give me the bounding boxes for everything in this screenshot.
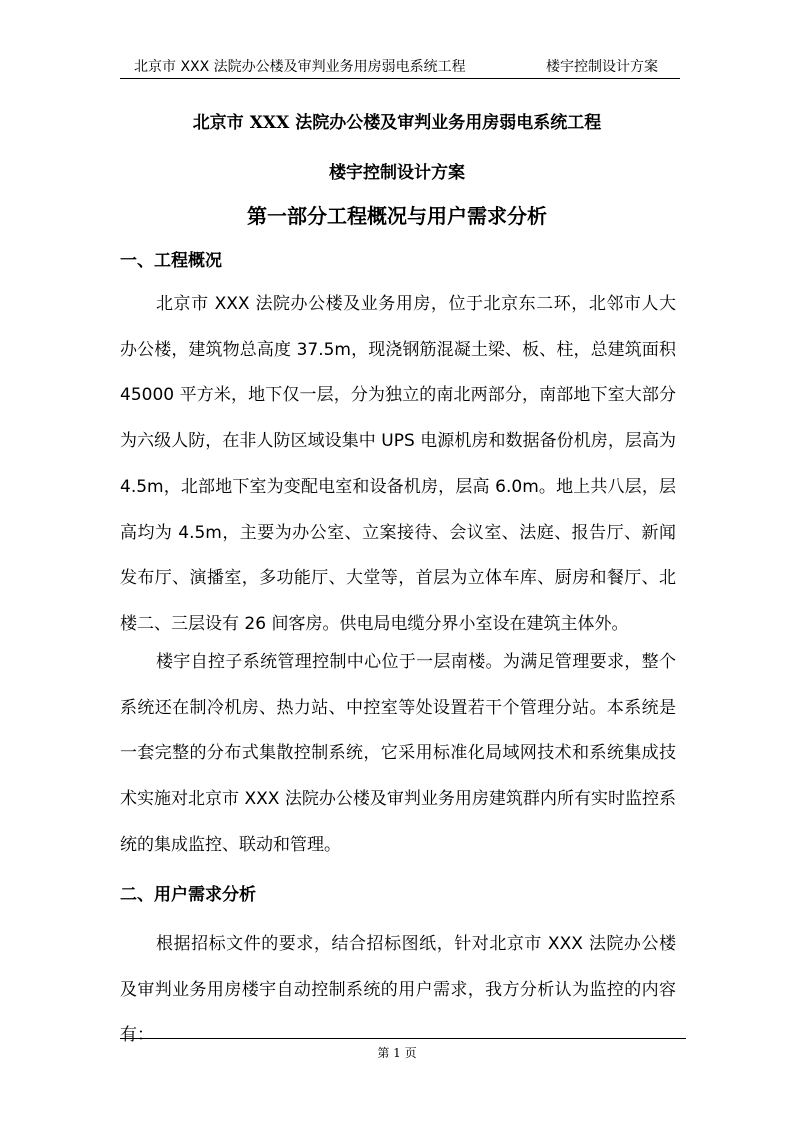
header-project-title: 北京市 XXX 法院办公楼及审判业务用房弱电系统工程: [134, 59, 466, 75]
project-title: 北京市 XXX 法院办公楼及审判业务用房弱电系统工程: [192, 113, 602, 133]
overview-paragraph-1: 北京市 XXX 法院办公楼及业务用房，位于北京东二环，北邻市人大办公楼，建筑物总高度 37.5m，现浇钢筋混凝土梁、板、柱，总建筑面积 45000 平方米，地下仅一层，分为独立的南北两部分，南部地下室大部分为六级人防，在非人防区域设集中 UPS 电源机房和数据备份机房，层高为 4.5m，北部地下室为变配电室和设备机房，层高 6.0m。地上共八层，层高均为 4.5m，主要为办公室、立案接待、会议室、法庭、报告厅、新闻发布厅、演播室，多功能厅、大堂等，首层为立体车库、厨房和餐厅、北楼二、三层设有 26 间客房。供电局电缆分界小室设在建筑主体外。: [120, 294, 676, 634]
section-heading-overview: 一、工程概况: [120, 251, 222, 271]
document-subtitle: 楼宇控制设计方案: [329, 163, 465, 183]
requirements-paragraph-1: 根据招标文件的要求，结合招标图纸，针对北京市 XXX 法院办公楼及审判业务用房楼宇自动控制系统的用户需求，我方分析认为监控的内容有：: [120, 934, 676, 1046]
page-number: 第 1 页: [377, 1046, 417, 1060]
page-header: [120, 56, 680, 79]
section-heading-requirements: 二、用户需求分析: [120, 885, 256, 905]
footer-divider: [120, 1038, 686, 1039]
part-title: 第一部分工程概况与用户需求分析: [247, 204, 547, 228]
header-document-title: 楼宇控制设计方案: [546, 59, 658, 75]
overview-paragraph-2: 楼宇自控子系统管理控制中心位于一层南楼。为满足管理要求，整个系统还在制冷机房、热力站、中控室等处设置若干个管理分站。本系统是一套完整的分布式集散控制系统，它采用标准化局域网技术和系统集成技术实施对北京市 XXX 法院办公楼及审判业务用房建筑群内所有实时监控系统的集成监控、联动和管理。: [120, 652, 676, 855]
